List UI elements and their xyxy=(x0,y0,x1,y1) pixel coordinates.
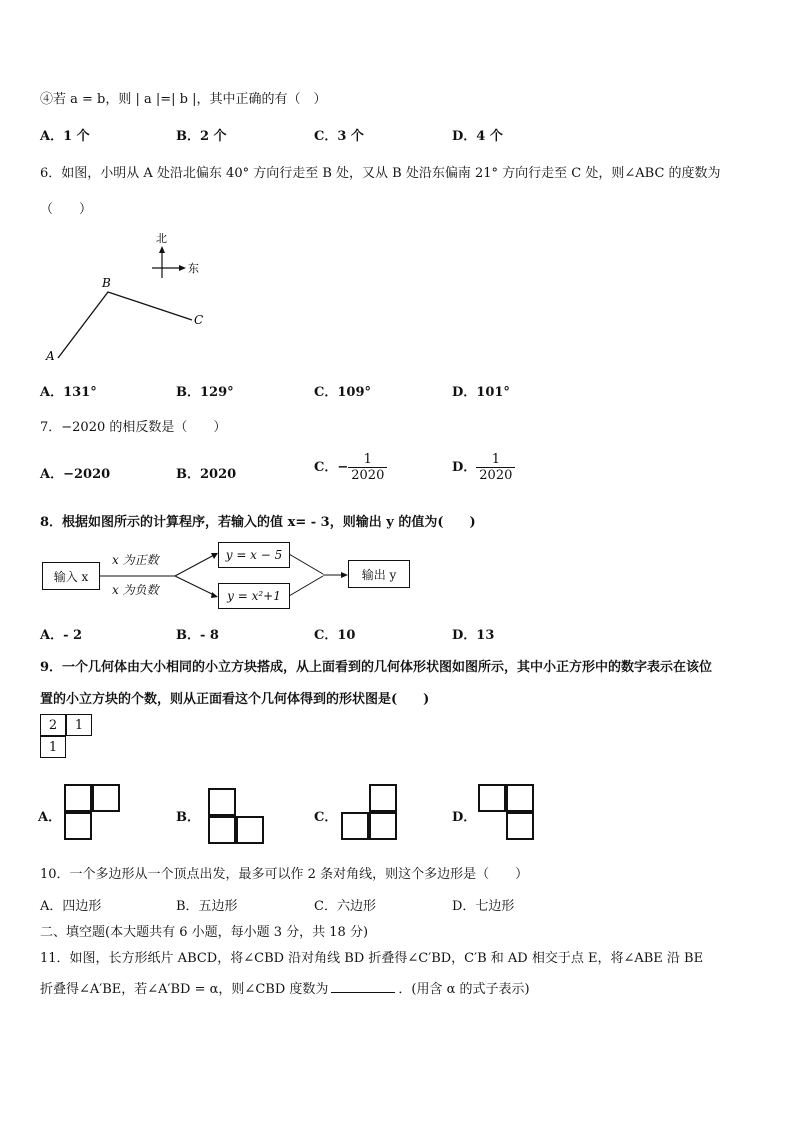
q6-option-b[interactable]: B．129° xyxy=(176,385,234,400)
q10-option-b[interactable]: B．五边形 xyxy=(176,899,238,914)
q5-statement-4: ④若 a = b，则 | a |=| b |，其中正确的有（ ） xyxy=(40,92,327,107)
q11-text-after-blank: ．(用含 α 的式子表示) xyxy=(398,982,530,997)
flow-branch-positive-box: y = x − 5 xyxy=(218,542,290,568)
point-b-label: B xyxy=(102,276,111,290)
flow-input-box: 输入 x xyxy=(42,562,100,590)
cube-face xyxy=(506,812,534,840)
q5-option-a[interactable]: A．1 个 xyxy=(40,129,90,144)
cube-face xyxy=(369,784,397,812)
cube-face xyxy=(478,784,506,812)
flow-cond-negative: x 为负数 xyxy=(112,583,159,597)
q7-option-d-denominator: 2020 xyxy=(479,468,513,483)
cube-face xyxy=(208,788,236,816)
q10-question: 10．一个多边形从一个顶点出发，最多可以作 2 条对角线，则这个多边形是（ ） xyxy=(40,867,529,882)
q9-option-c-label[interactable]: C． xyxy=(314,810,338,825)
north-arrow-icon xyxy=(159,246,165,253)
q9-question-line1: 9．一个几何体由大小相同的小立方块搭成，从上面看到的几何体形状图如图所示，其中小正方形中的数字表示在该位 xyxy=(40,660,713,675)
section-2-heading: 二、填空题(本大题共有 6 小题，每小题 3 分，共 18 分) xyxy=(40,925,369,940)
q7-option-d-numerator: 1 xyxy=(476,452,515,468)
flow-branch-negative-box: y = x²+1 xyxy=(218,583,290,609)
cube-face xyxy=(208,816,236,844)
q7-option-c-fraction xyxy=(348,452,387,483)
q7-option-c-prefix: C．− xyxy=(314,460,349,475)
flow-merge-up xyxy=(289,554,323,574)
q6-option-a[interactable]: A．131° xyxy=(40,385,97,400)
east-arrow-icon xyxy=(179,265,186,271)
q9-top-view-grid xyxy=(40,714,100,766)
q9-option-c-figure[interactable] xyxy=(341,784,399,842)
flow-merge-down xyxy=(289,576,323,596)
q11-question-line2 xyxy=(40,978,530,997)
flow-line-down xyxy=(175,576,216,596)
cube-face xyxy=(506,784,534,812)
east-label: 东 xyxy=(188,262,199,275)
q9-option-d-figure[interactable] xyxy=(478,784,536,842)
q8-option-b[interactable]: B．- 8 xyxy=(176,628,219,643)
q8-question: 8．根据如图所示的计算程序，若输入的值 x= - 3，则输出 y 的值为( ) xyxy=(40,515,476,530)
top-view-cell: 1 xyxy=(66,714,92,736)
q11-question-line1: 11．如图，长方形纸片 ABCD，将∠CBD 沿对角线 BD 折叠得∠C′BD，C′B 和 AD 相交于点 E，将∠ABE 沿 BE xyxy=(40,951,704,966)
north-label: 北 xyxy=(156,232,167,245)
q10-option-c[interactable]: C．六边形 xyxy=(314,899,376,914)
top-view-cell: 2 xyxy=(40,714,66,736)
q11-answer-blank[interactable] xyxy=(331,980,395,993)
q6-question-line1: 6．如图，小明从 A 处沿北偏东 40° 方向行走至 B 处，又从 B 处沿东偏南 21° 方向行走至 C 处，则∠ABC 的度数为 xyxy=(40,166,721,181)
point-a-label: A xyxy=(46,349,55,363)
q9-option-b-figure[interactable] xyxy=(208,788,266,846)
q9-option-a-figure[interactable] xyxy=(64,784,122,842)
q5-option-b[interactable]: B．2 个 xyxy=(176,129,227,144)
q9-question-line2: 置的小立方块的个数，则从正面看这个几何体得到的形状图是( ) xyxy=(40,692,430,707)
q7-option-d-prefix: D． xyxy=(452,460,477,475)
cube-face xyxy=(64,784,92,812)
q5-option-d[interactable]: D．4 个 xyxy=(452,129,503,144)
q5-option-c[interactable]: C．3 个 xyxy=(314,129,364,144)
path-abc xyxy=(58,292,192,358)
q11-text-before-blank: 折叠得∠A′BE，若∠A′BD = α，则∠CBD 度数为 xyxy=(40,982,329,997)
q6-question-line2: （ ） xyxy=(40,202,93,217)
point-c-label: C xyxy=(194,313,204,327)
q7-option-d[interactable] xyxy=(452,452,515,483)
cube-face xyxy=(92,784,120,812)
top-view-cell: 1 xyxy=(40,736,66,758)
q6-option-c[interactable]: C．109° xyxy=(314,385,371,400)
q8-flowchart xyxy=(40,538,420,613)
flow-arrow-down-icon xyxy=(211,592,218,598)
q8-option-a[interactable]: A．- 2 xyxy=(40,628,83,643)
cube-face xyxy=(64,812,92,840)
q7-option-c-denominator: 2020 xyxy=(351,468,385,483)
flow-line-up xyxy=(175,554,216,576)
q8-option-d[interactable]: D．13 xyxy=(452,628,495,643)
q6-option-d[interactable]: D．101° xyxy=(452,385,510,400)
flow-cond-positive: x 为正数 xyxy=(112,553,159,567)
cube-face xyxy=(236,816,264,844)
q8-option-c[interactable]: C．10 xyxy=(314,628,356,643)
q9-option-b-label[interactable]: B． xyxy=(176,810,200,825)
flow-arrow-output-icon xyxy=(341,572,348,578)
flow-output-box: 输出 y xyxy=(348,560,410,588)
q7-option-a[interactable]: A．−2020 xyxy=(40,467,111,482)
q10-option-d[interactable]: D．七边形 xyxy=(452,899,515,914)
cube-face xyxy=(369,812,397,840)
q7-option-b[interactable]: B．2020 xyxy=(176,467,237,482)
cube-face xyxy=(341,812,369,840)
q9-option-d-label[interactable]: D． xyxy=(452,810,477,825)
q10-option-a[interactable]: A．四边形 xyxy=(40,899,102,914)
q7-question: 7．−2020 的相反数是（ ） xyxy=(40,420,227,435)
q7-option-d-fraction xyxy=(476,452,515,483)
q7-option-c-numerator: 1 xyxy=(348,452,387,468)
q6-direction-figure xyxy=(36,228,256,368)
q7-option-c[interactable] xyxy=(314,452,387,483)
q9-option-a-label[interactable]: A． xyxy=(38,810,62,825)
